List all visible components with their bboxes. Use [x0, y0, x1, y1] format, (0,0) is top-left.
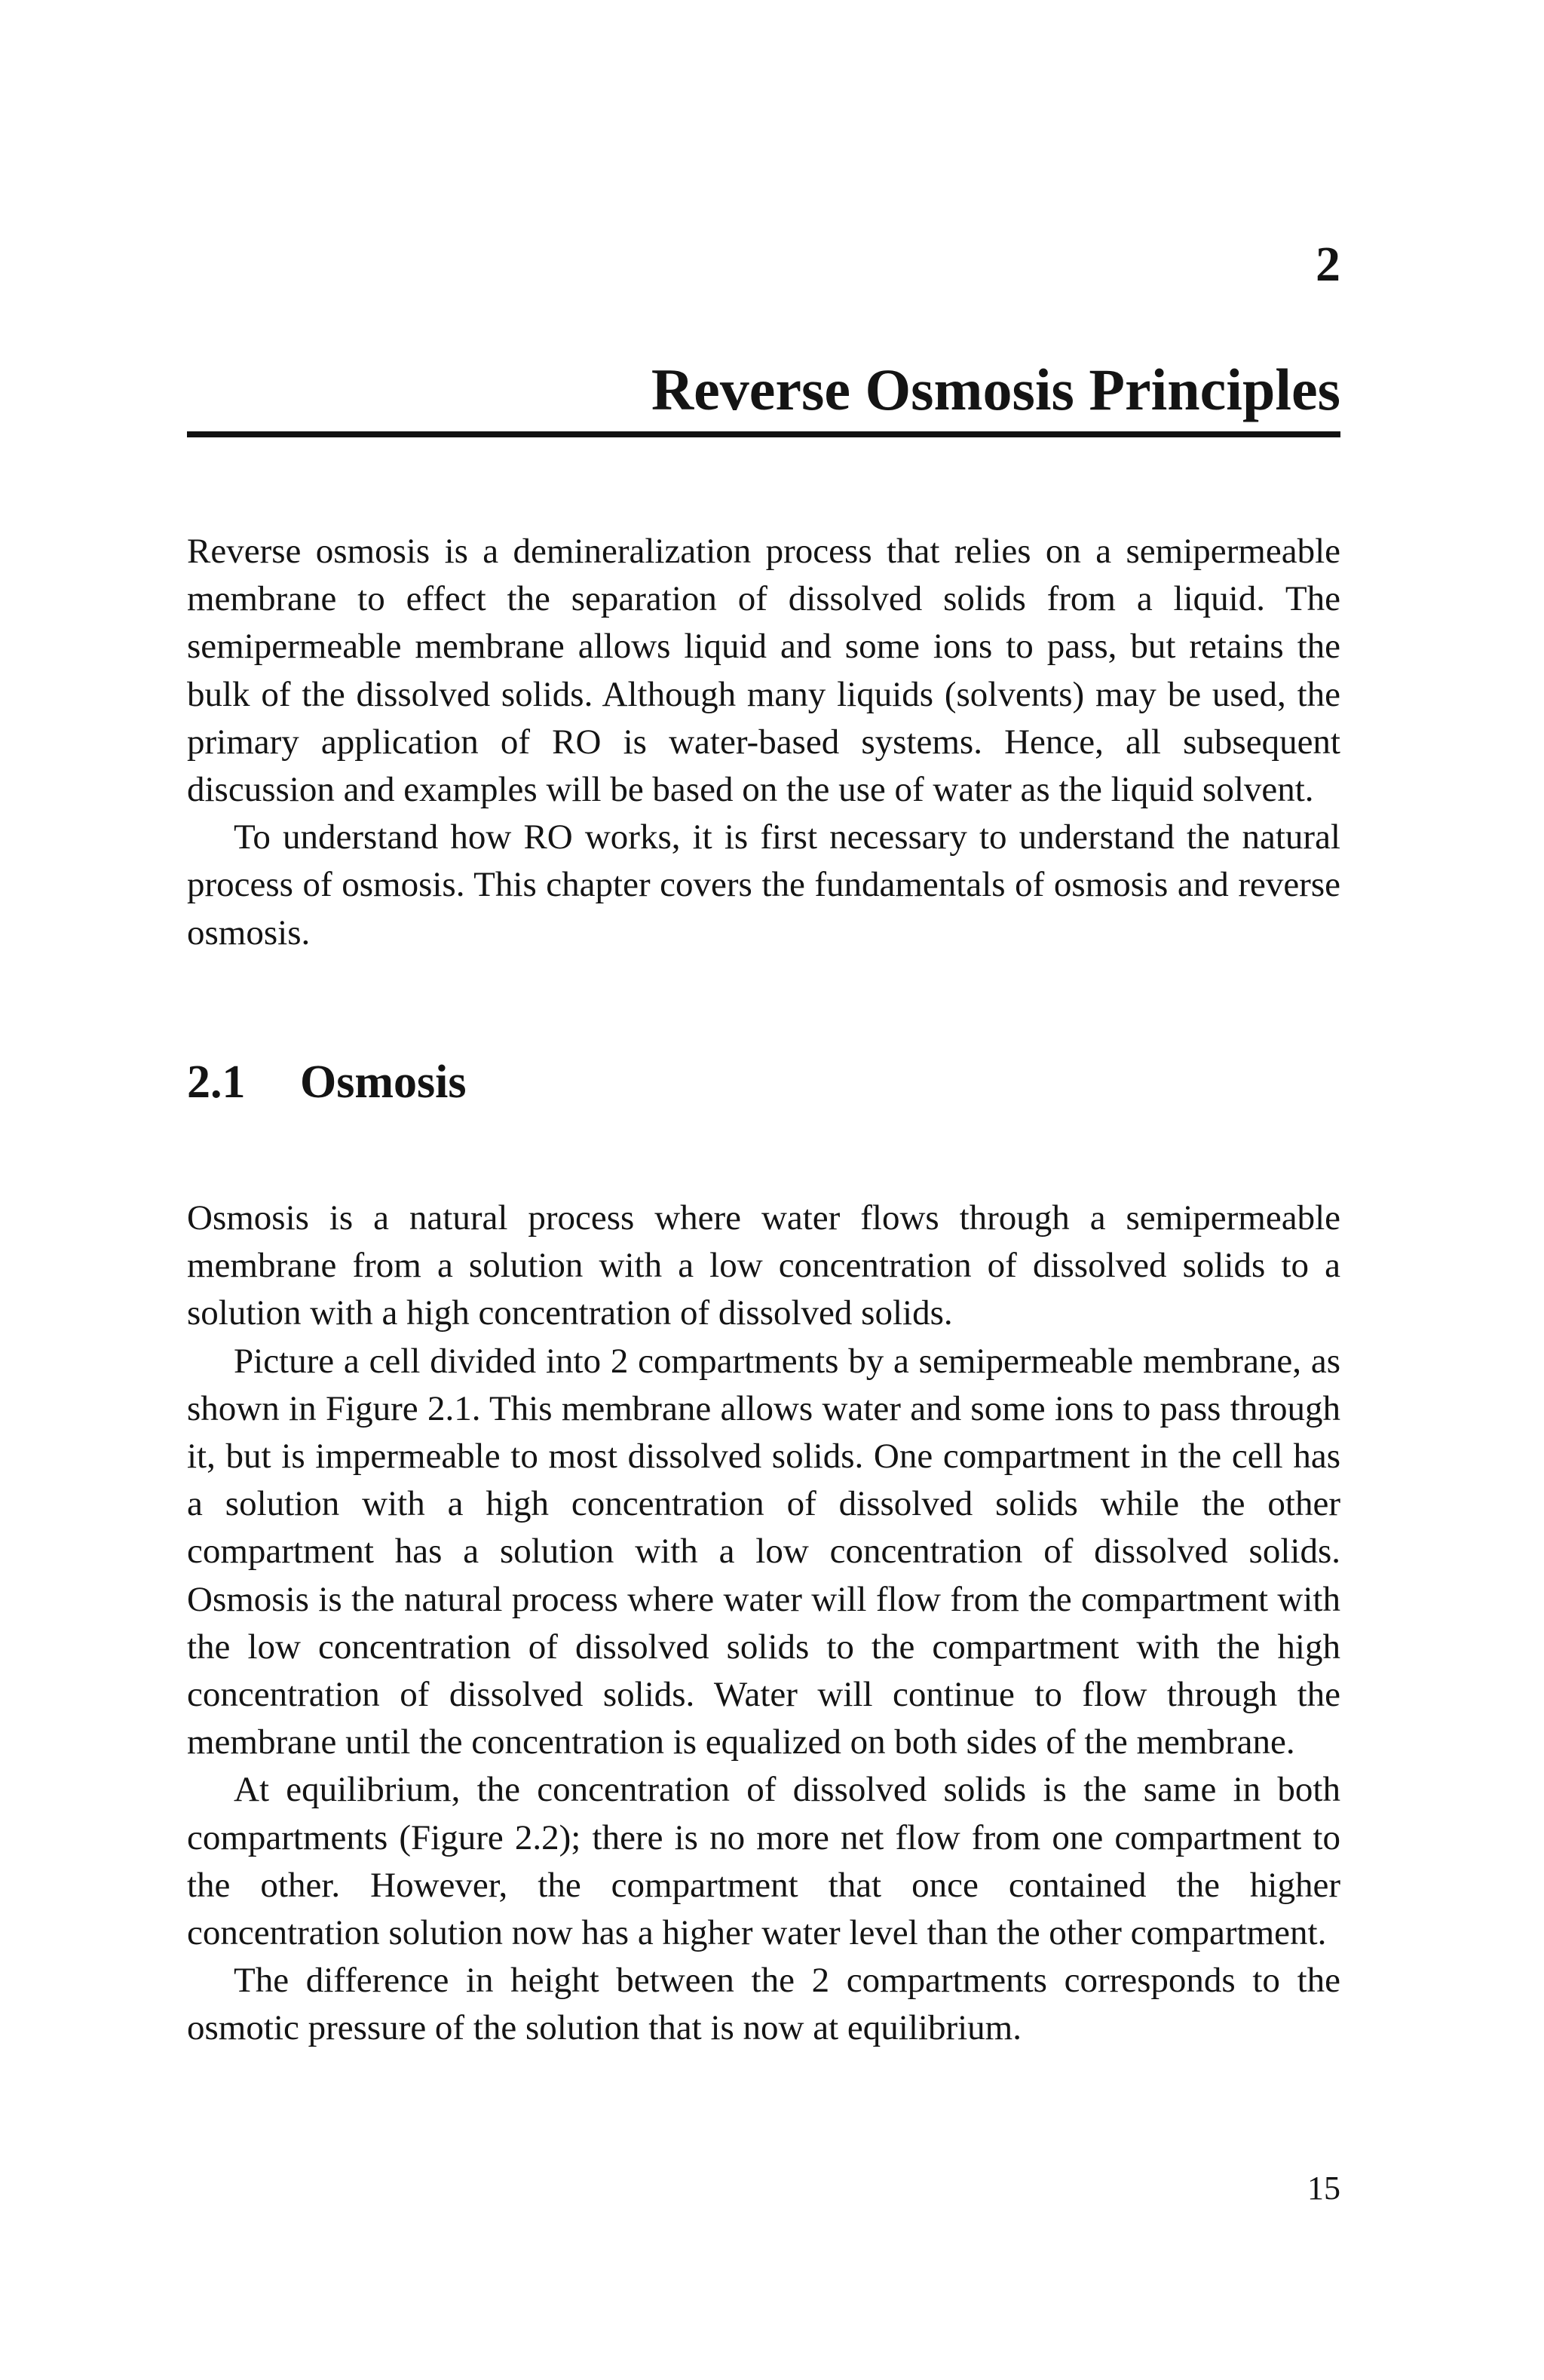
body-paragraph: The difference in height between the 2 compartments corresponds to the osmotic pressure of the solution that is now at equilibrium.: [187, 1961, 1340, 2048]
intro-paragraph: To understand how RO works, it is first necessary to understand the natural process of osmosis. This chapter covers the fundamentals of osmosis and reverse osmosis.: [187, 817, 1340, 952]
section-heading: [187, 1059, 466, 1106]
section-body: [187, 1195, 1340, 2053]
body-paragraph: At equilibrium, the concentration of dissolved solids is the same in both compartments (Figure 2.2); there is no more net flow from one compartment to the other. However, the compartment that once contained the higher concentration solution now has a higher water level than the other compartment.: [187, 1770, 1340, 1953]
section-number: 2.1: [187, 1057, 246, 1108]
body-paragraph: Picture a cell divided into 2 compartments by a semipermeable membrane, as shown in Figure 2.1. This membrane allows water and some ions to pass through it, but is impermeable to most dissolved solids. One compartment in the cell has a solution with a high concentration of dissolved solids while the other compartment has a solution with a low concentration of dissolved solids. Osmosis is the natural process where water will flow from the compartment with the low concentration of dissolved solids to the compartment with the high concentration of dissolved solids. Water will continue to flow through the membrane until the concentration is equalized on both sides of the membrane.: [187, 1341, 1340, 1762]
intro-paragraph: Reverse osmosis is a demineralization process that relies on a semipermeable membrane to effect the separation of dissolved solids from a liquid. The semipermeable membrane allows liquid and some ions to pass, but retains the bulk of the dissolved solids. Although many liquids (solvents) may be used, the primary application of RO is water-based systems. Hence, all subsequent discussion and examples will be based on the use of water as the liquid solvent.: [187, 532, 1340, 810]
chapter-title: Reverse Osmosis Principles: [651, 357, 1340, 422]
intro-text: [187, 528, 1340, 957]
section-title: Osmosis: [300, 1057, 467, 1108]
chapter-number: 2: [1316, 237, 1340, 292]
body-paragraph: Osmosis is a natural process where water flows through a semipermeable membrane from a solution with a low concentration of dissolved solids to a solution with a high concentration of dissolved solids.: [187, 1198, 1340, 1333]
title-rule: [187, 431, 1340, 437]
page-number: 15: [1307, 2170, 1340, 2207]
